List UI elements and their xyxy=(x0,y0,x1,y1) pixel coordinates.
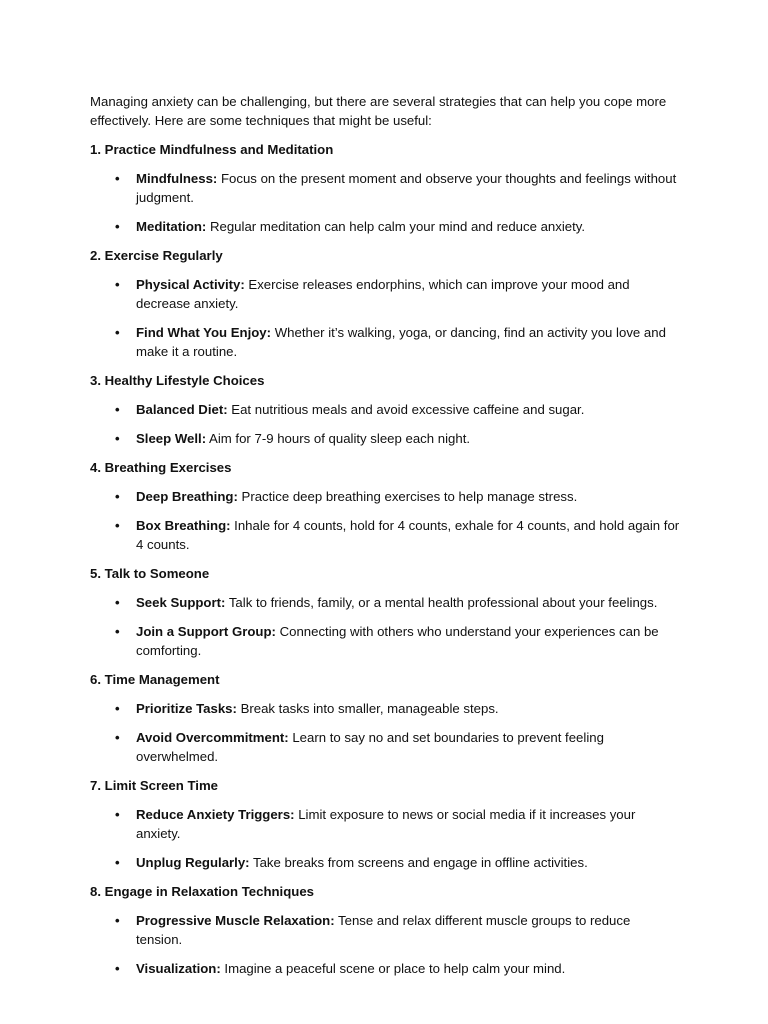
list-item xyxy=(90,728,680,766)
document-page xyxy=(90,92,680,988)
bullet-icon: • xyxy=(115,277,120,292)
item-text: Talk to friends, family, or a mental health professional about your feelings. xyxy=(225,595,658,610)
item-term: Join a Support Group: xyxy=(136,624,276,639)
item-text: Limit exposure to news or social media if it increases your anxiety. xyxy=(136,807,636,841)
bullet-list xyxy=(90,169,680,236)
bullet-list xyxy=(90,699,680,766)
section-mindfulness xyxy=(90,140,680,236)
bullet-icon: • xyxy=(115,730,120,745)
list-item xyxy=(90,853,680,872)
bullet-icon: • xyxy=(115,171,120,186)
bullet-list xyxy=(90,400,680,448)
item-term: Prioritize Tasks: xyxy=(136,701,237,716)
item-term: Progressive Muscle Relaxation: xyxy=(136,913,335,928)
list-item xyxy=(90,275,680,313)
bullet-icon: • xyxy=(115,402,120,417)
list-item xyxy=(90,805,680,843)
list-item xyxy=(90,169,680,207)
item-text: Regular meditation can help calm your mind and reduce anxiety. xyxy=(206,219,586,234)
item-term: Find What You Enjoy: xyxy=(136,325,272,340)
item-term: Box Breathing: xyxy=(136,518,231,533)
section-lifestyle xyxy=(90,371,680,448)
list-item xyxy=(90,911,680,949)
item-text: Learn to say no and set boundaries to prevent feeling overwhelmed. xyxy=(136,730,604,764)
item-term: Sleep Well: xyxy=(136,431,207,446)
list-item xyxy=(90,487,680,506)
item-term: Physical Activity: xyxy=(136,277,245,292)
section-exercise xyxy=(90,246,680,361)
bullet-icon: • xyxy=(115,701,120,716)
item-text: Practice deep breathing exercises to help manage stress. xyxy=(237,489,578,504)
item-term: Balanced Diet: xyxy=(136,402,228,417)
section-breathing xyxy=(90,458,680,554)
list-item xyxy=(90,400,680,419)
item-term: Deep Breathing: xyxy=(136,489,238,504)
section-heading: 8. Engage in Relaxation Techniques xyxy=(90,884,314,899)
item-text: Connecting with others who understand your experiences can be comforting. xyxy=(136,624,659,658)
item-term: Meditation: xyxy=(136,219,207,234)
bullet-icon: • xyxy=(115,855,120,870)
section-heading: 5. Talk to Someone xyxy=(90,566,210,581)
section-heading: 7. Limit Screen Time xyxy=(90,778,219,793)
bullet-icon: • xyxy=(115,807,120,822)
section-heading: 4. Breathing Exercises xyxy=(90,460,232,475)
section-screen-time xyxy=(90,776,680,872)
bullet-icon: • xyxy=(115,624,120,639)
section-heading: 3. Healthy Lifestyle Choices xyxy=(90,373,265,388)
list-item xyxy=(90,429,680,448)
item-text: Inhale for 4 counts, hold for 4 counts, exhale for 4 counts, and hold again for 4 counts. xyxy=(136,518,680,552)
section-talk xyxy=(90,564,680,660)
intro-paragraph: Managing anxiety can be challenging, but there are several strategies that can help you cope more effectively. Here are some techniques that might be useful: xyxy=(90,94,667,128)
bullet-icon: • xyxy=(115,431,120,446)
list-item xyxy=(90,516,680,554)
bullet-list xyxy=(90,911,680,978)
item-text: Focus on the present moment and observe your thoughts and feelings without judgment. xyxy=(136,171,677,205)
list-item xyxy=(90,593,680,612)
list-item xyxy=(90,959,680,978)
item-term: Avoid Overcommitment: xyxy=(136,730,289,745)
bullet-icon: • xyxy=(115,961,120,976)
list-item xyxy=(90,622,680,660)
item-term: Mindfulness: xyxy=(136,171,218,186)
bullet-list xyxy=(90,593,680,660)
item-term: Seek Support: xyxy=(136,595,226,610)
item-text: Eat nutritious meals and avoid excessive caffeine and sugar. xyxy=(227,402,585,417)
bullet-icon: • xyxy=(115,913,120,928)
item-term: Reduce Anxiety Triggers: xyxy=(136,807,295,822)
item-text: Tense and relax different muscle groups to reduce tension. xyxy=(136,913,631,947)
section-relaxation xyxy=(90,882,680,978)
item-term: Visualization: xyxy=(136,961,221,976)
bullet-list xyxy=(90,487,680,554)
section-time-management xyxy=(90,670,680,766)
bullet-list xyxy=(90,275,680,361)
item-term: Unplug Regularly: xyxy=(136,855,250,870)
bullet-icon: • xyxy=(115,489,120,504)
item-text: Exercise releases endorphins, which can improve your mood and decrease anxiety. xyxy=(136,277,630,311)
item-text: Whether it’s walking, yoga, or dancing, find an activity you love and make it a routine. xyxy=(136,325,666,359)
section-heading: 6. Time Management xyxy=(90,672,220,687)
list-item xyxy=(90,699,680,718)
list-item xyxy=(90,217,680,236)
item-text: Imagine a peaceful scene or place to help calm your mind. xyxy=(220,961,566,976)
bullet-icon: • xyxy=(115,219,120,234)
item-text: Take breaks from screens and engage in offline activities. xyxy=(249,855,588,870)
bullet-list xyxy=(90,805,680,872)
bullet-icon: • xyxy=(115,595,120,610)
item-text: Break tasks into smaller, manageable steps. xyxy=(236,701,499,716)
bullet-icon: • xyxy=(115,518,120,533)
section-heading: 1. Practice Mindfulness and Meditation xyxy=(90,142,334,157)
list-item xyxy=(90,323,680,361)
bullet-icon: • xyxy=(115,325,120,340)
item-text: Aim for 7-9 hours of quality sleep each night. xyxy=(206,431,471,446)
section-heading: 2. Exercise Regularly xyxy=(90,248,223,263)
